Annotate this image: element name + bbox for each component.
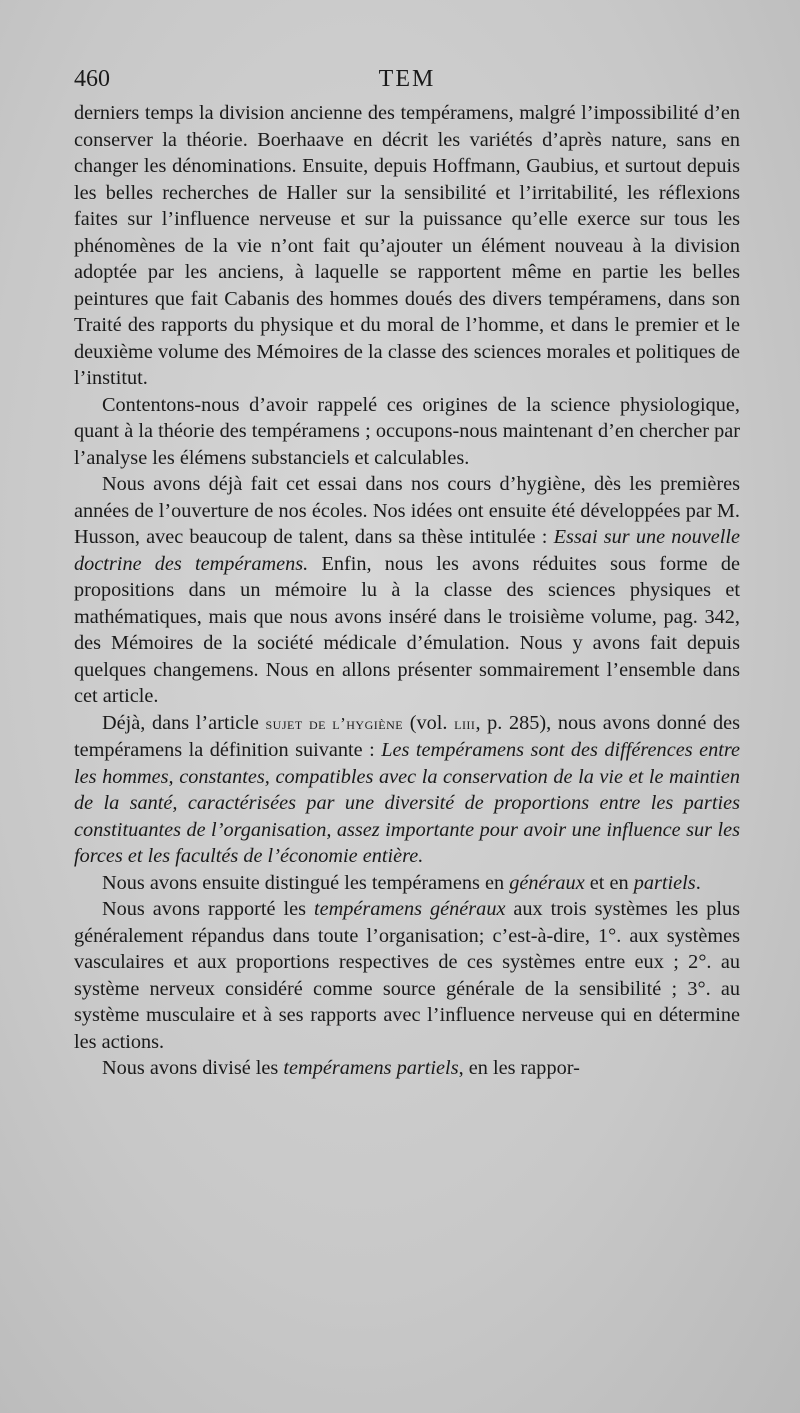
paragraph-text: . [695, 871, 701, 894]
paragraph-text: et en [584, 871, 634, 894]
definition-quote: Les tempéramens sont des différences entre les hommes, constantes, compatibles avec la conservation de la vie et le maintien de la santé, caractérisées par une diversité de proportions entre les parties constituantes de l’organisation, assez importante pour avoir une influence sur les forces et les facultés de l’économie entière. [74, 739, 740, 867]
article-reference: sujet de l’hygiène [265, 713, 404, 733]
paragraph-text: Déjà, dans l’article [102, 711, 266, 734]
paragraph-text: Nous avons ensuite distingué les tempéramens en [102, 871, 510, 894]
page-number: 460 [74, 66, 110, 92]
volume-numeral: liii [454, 713, 476, 733]
paragraph-text: aux trois systèmes les plus généralement répandus dans toute l’organisation; c’est-à-dire, 1°. aux systèmes vasculaires et aux proportions respectives de ces systèmes entre eux ; 2°. au système nerveux considéré comme source générale de la sensibilité ; 3°. au système musculaire et à ses rapports avec l’influence nerveuse qui en détermine les actions. [74, 898, 741, 1053]
paragraph-4 [74, 710, 740, 870]
running-head: TEM [378, 66, 436, 92]
paragraph-7 [74, 1055, 740, 1082]
paragraph-text: Nous avons divisé les [102, 1057, 284, 1079]
emphasis-term: généraux [509, 871, 585, 894]
paragraph-text: , p. 285), nous avons donné des tempéramens la définition suivante : [74, 711, 740, 761]
paragraph-text: , en les rappor- [458, 1057, 580, 1079]
paragraph-5 [74, 870, 740, 897]
paragraph-1 [74, 100, 740, 392]
emphasis-term: partiels [633, 871, 696, 894]
page-header [74, 66, 740, 98]
paragraph-text: Nous avons déjà fait cet essai dans nos cours d’hygiène, dès les premières années de l’ouverture de nos écoles. Nos idées ont ensuite été développées par M. Husson, avec beaucoup de talent, dans sa thèse intitulée : [74, 473, 740, 548]
paragraph-2 [74, 392, 740, 472]
emphasis-term: tempéramens partiels [283, 1057, 459, 1079]
paragraph-text: Enfin, nous les avons réduites sous forme de propositions dans un mémoire lu à la classe des sciences physiques et mathématiques, mais que nous avons inséré dans le troisième volume, pag. 342, des Mémoires de la société médicale d’émulation. Nous y avons fait depuis quelques changemens. Nous en allons présenter sommairement l’ensemble dans cet article. [74, 552, 740, 707]
paragraph-text: Nous avons rapporté les [102, 898, 314, 920]
thesis-title: Essai sur une nouvelle doctrine des tempéramens. [74, 526, 741, 575]
paragraph-3 [74, 471, 740, 710]
paragraph-6 [74, 896, 740, 1055]
paragraph-text: Contentons-nous d’avoir rappelé ces origines de la science physiologique, quant à la théorie des tempéramens ; occupons-nous maintenant d’en chercher par l’analyse les élémens substanciels et calculables. [74, 393, 740, 469]
paragraph-text: derniers temps la division ancienne des tempéramens, malgré l’impossibilité d’en conserver la théorie. Boerhaave en décrit les variétés d’après nature, sans en changer les dénominations. Ensuite, depuis Hoffmann, Gaubius, et surtout depuis les belles recherches de Haller sur la sensibilité et l’irritabilité, les réflexions faites sur l’influence nerveuse et sur la puissance qu’elle exerce sur tous les phénomènes de la vie n’ont fait qu’ajouter un élément nouveau à la division adoptée par les anciens, à laquelle se rapportent même en partie les belles peintures que fait Cabanis des hommes doués des divers tempéramens, dans son Traité des rapports du physique et du moral de l’homme, et dans le premier et le deuxième volume des Mémoires de la classe des sciences morales et politiques de l’institut. [74, 102, 740, 389]
paragraph-text: (vol. [403, 711, 455, 734]
body-text [74, 100, 740, 1082]
emphasis-term: tempéramens généraux [313, 898, 506, 920]
